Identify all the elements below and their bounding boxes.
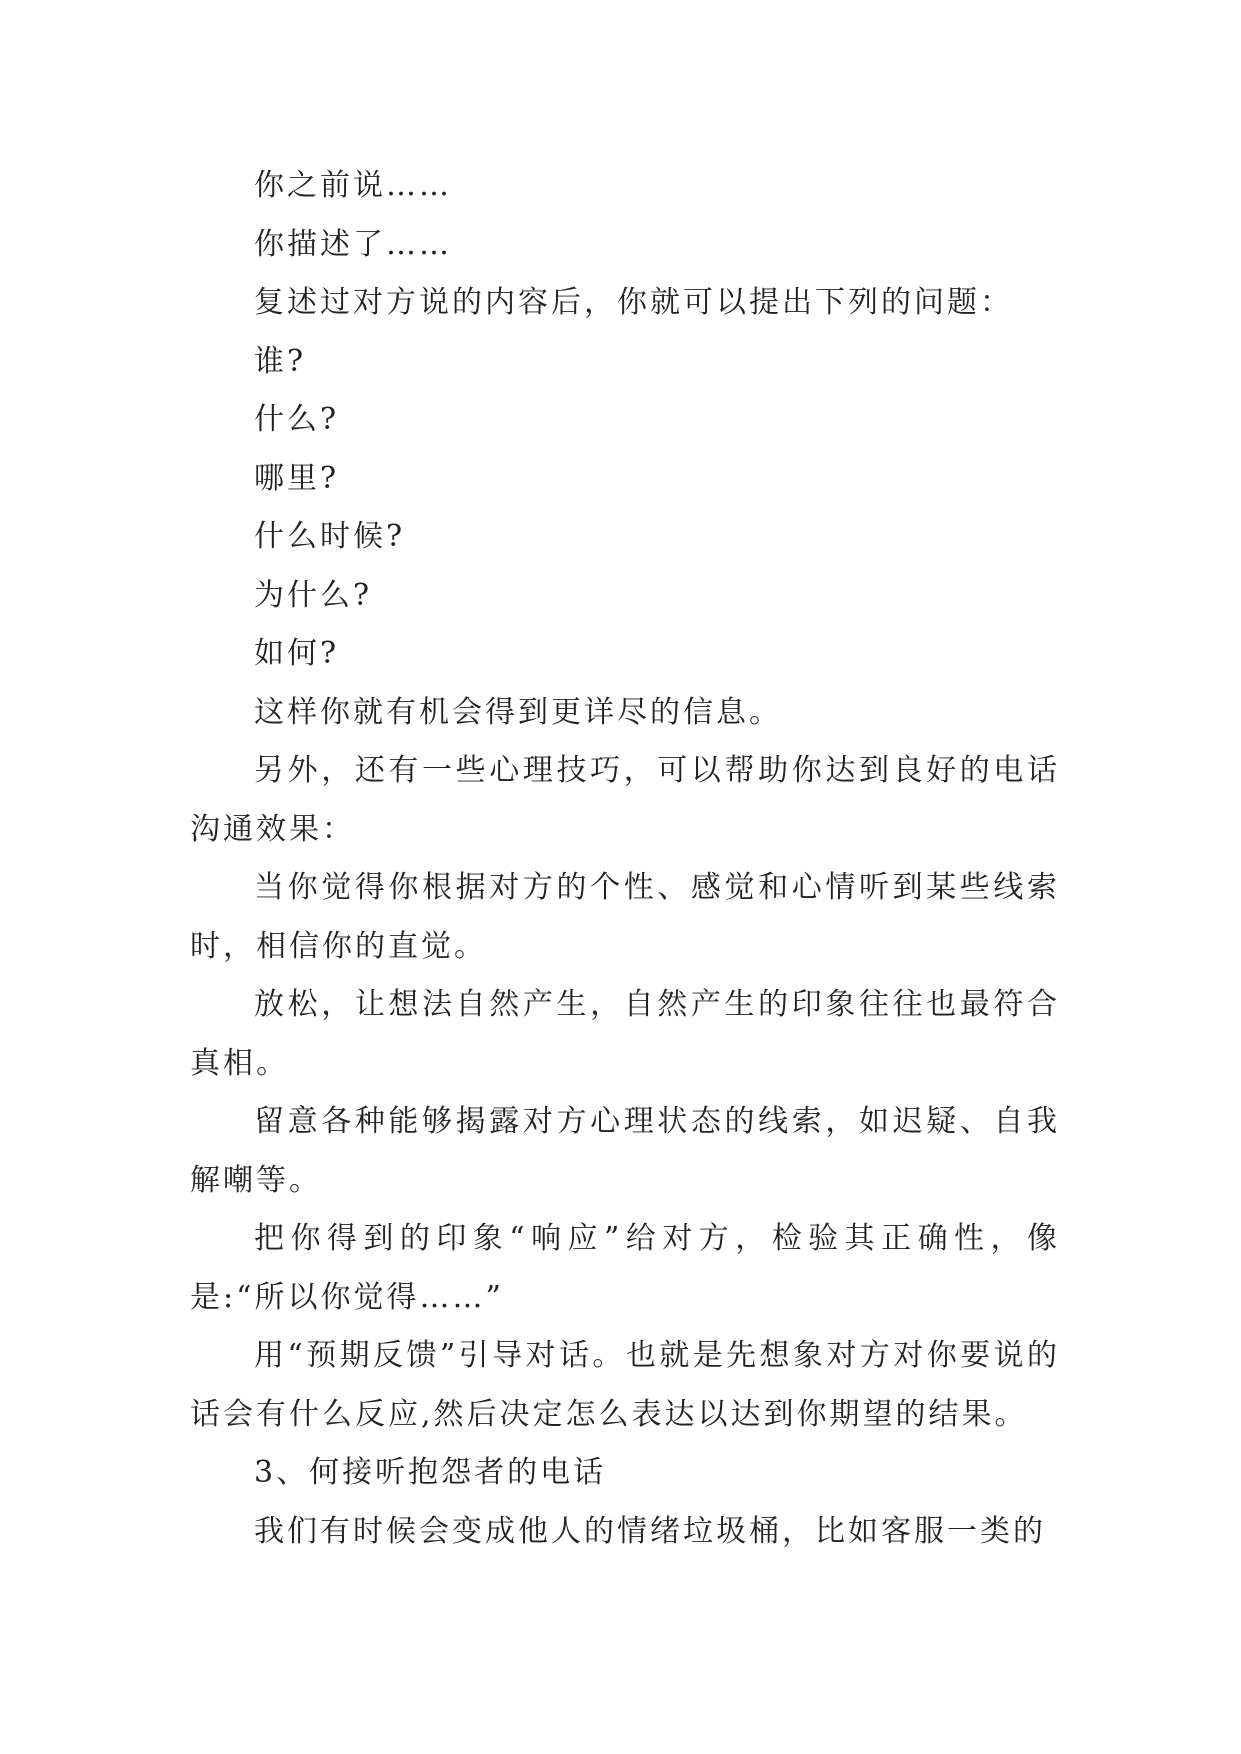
question-item: 谁? (254, 343, 307, 379)
tip-paragraph: 当你觉得你根据对方的个性、感觉和心情听到某些线索时，相信你的直觉。 (190, 870, 1060, 964)
tip-paragraph: 把你得到的印象“响应”给对方，检验其正确性，像是:“所以你觉得……” (190, 1221, 1060, 1315)
paragraph: 你之前说…… (254, 168, 452, 203)
paragraph: 你描述了…… (254, 226, 452, 262)
question-item: 什么时候? (254, 519, 406, 554)
paragraph: 复述过对方说的内容后，你就可以提出下列的问题： (254, 285, 1013, 320)
paragraph: 这样你就有机会得到更详尽的信息。 (254, 694, 782, 730)
question-item: 什么? (254, 402, 340, 437)
tip-paragraph: 放松，让想法自然产生，自然产生的印象往往也最符合真相。 (190, 987, 1060, 1081)
tip-paragraph: 用“预期反馈”引导对话。也就是先想象对方对你要说的话会有什么反应,然后决定怎么表达以达到你期望的结果。 (190, 1338, 1060, 1432)
document-body (190, 157, 1060, 1561)
tip-paragraph: 留意各种能够揭露对方心理状态的线索，如迟疑、自我解嘲等。 (190, 1104, 1060, 1198)
paragraph: 另外，还有一些心理技巧，可以帮助你达到良好的电话沟通效果： (190, 753, 1060, 847)
question-item: 哪里? (254, 460, 340, 496)
paragraph: 我们有时候会变成他人的情绪垃圾桶，比如客服一类的 (254, 1513, 1046, 1549)
question-item: 如何? (254, 636, 340, 671)
section-heading: 3、何接听抱怨者的电话 (254, 1455, 607, 1490)
question-item: 为什么? (254, 577, 373, 613)
